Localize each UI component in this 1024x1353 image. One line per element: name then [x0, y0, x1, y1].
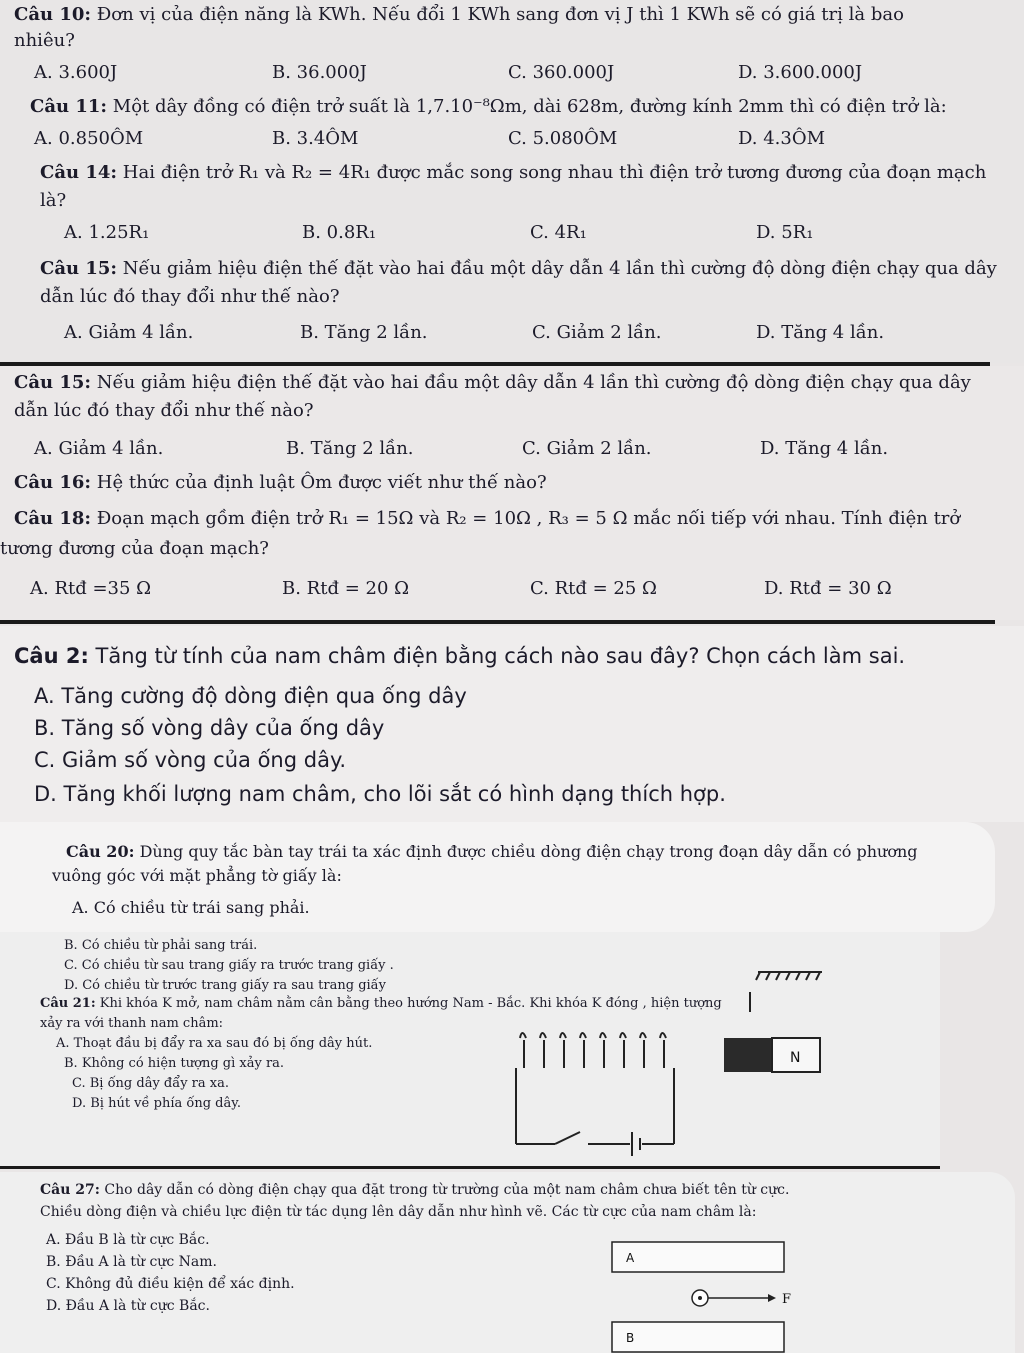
q20-option-a: A. Có chiều từ trái sang phải.	[72, 898, 310, 917]
q27-text-2: Chiều dòng điện và chiều lực điện từ tác dụng lên dây dẫn như hình vẽ. Các từ cực của nam châm là:	[40, 1204, 757, 1220]
q27-option-d: D. Đầu A là từ cực Bắc.	[46, 1298, 210, 1314]
q15b-option-d: D. Tăng 4 lần.	[760, 438, 889, 459]
pole-a-label: A	[626, 1251, 635, 1265]
q15a-text-2: dẫn lúc đó thay đổi như thế nào?	[40, 286, 340, 307]
q14-text-2: là?	[40, 190, 67, 211]
q18-text-2: tương đương của đoạn mạch?	[0, 538, 269, 559]
q10-option-b: B. 36.000J	[272, 62, 367, 83]
q2-option-d: D. Tăng khối lượng nam châm, cho lõi sắt có hình dạng thích hợp.	[34, 782, 726, 806]
q15a-option-c: C. Giảm 2 lần.	[532, 322, 662, 343]
divider	[0, 620, 995, 624]
q11-option-b: B. 3.4ÔM	[272, 128, 359, 149]
magnet-n-label: N	[790, 1050, 801, 1066]
q21-option-b: B. Không có hiện tượng gì xảy ra.	[64, 1056, 285, 1071]
pole-a-box	[612, 1242, 784, 1272]
q27-text: Câu 27: Cho dây dẫn có dòng điện chạy qua đặt trong từ trường của một nam châm chưa biết tên từ cực.	[40, 1182, 790, 1198]
q2-option-a: A. Tăng cường độ dòng điện qua ống dây	[34, 684, 467, 708]
q18-option-a: A. Rtđ =35 Ω	[30, 578, 152, 599]
q15b-text: Câu 15: Nếu giảm hiệu điện thế đặt vào hai đầu một dây dẫn 4 lần thì cường độ dòng điện chạy qua dây	[14, 372, 971, 393]
q18-option-d: D. Rtđ = 30 Ω	[764, 578, 892, 599]
q14-text: Câu 14: Hai điện trở R₁ và R₂ = 4R₁ được mắc song song nhau thì điện trở tương đương của đoạn mạch	[40, 162, 987, 183]
q10-option-a: A. 3.600J	[34, 62, 118, 83]
magnet-south-half	[724, 1038, 772, 1072]
q15b-option-b: B. Tăng 2 lần.	[286, 438, 414, 459]
divider	[0, 1166, 940, 1169]
q20-text: Câu 20: Dùng quy tắc bàn tay trái ta xác định được chiều dòng điện chạy trong đoạn dây dẫn có phương	[66, 842, 918, 861]
question-strip-4	[0, 822, 995, 932]
q15a-option-d: D. Tăng 4 lần.	[756, 322, 885, 343]
question-strip-2	[0, 366, 1024, 620]
pole-b-label: B	[626, 1331, 635, 1345]
q15b-option-c: C. Giảm 2 lần.	[522, 438, 652, 459]
current-dot-center	[698, 1296, 702, 1300]
q21-option-c: C. Bị ống dây đẩy ra xa.	[72, 1076, 229, 1091]
q18-text: Câu 18: Đoạn mạch gồm điện trở R₁ = 15Ω và R₂ = 10Ω , R₃ = 5 Ω mắc nối tiếp với nhau. Tính điện trở	[14, 508, 961, 529]
q20-option-d: D. Có chiều từ trước trang giấy ra sau trang giấy	[64, 978, 386, 993]
q11-option-c: C. 5.080ÔM	[508, 128, 618, 149]
q20-option-b: B. Có chiều từ phải sang trái.	[64, 938, 258, 953]
q10-option-c: C. 360.000J	[508, 62, 615, 83]
q27-option-c: C. Không đủ điều kiện để xác định.	[46, 1276, 295, 1292]
q27-option-a: A. Đầu B là từ cực Bắc.	[46, 1232, 210, 1248]
q15a-text: Câu 15: Nếu giảm hiệu điện thế đặt vào hai đầu một dây dẫn 4 lần thì cường độ dòng điện chạy qua dây	[40, 258, 997, 279]
q14-option-d: D. 5R₁	[756, 222, 814, 243]
q14-option-b: B. 0.8R₁	[302, 222, 377, 243]
q14-option-a: A. 1.25R₁	[64, 222, 150, 243]
q10-option-d: D. 3.600.000J	[738, 62, 863, 83]
q20-option-c: C. Có chiều từ sau trang giấy ra trước trang giấy .	[64, 958, 394, 973]
question-strip-6	[0, 1172, 1015, 1353]
question-strip-5	[0, 932, 940, 1168]
q15b-option-a: A. Giảm 4 lần.	[34, 438, 164, 459]
q20-text-2: vuông góc với mặt phẳng tờ giấy là:	[52, 866, 342, 885]
q27-option-b: B. Đầu A là từ cực Nam.	[46, 1254, 217, 1270]
q11-option-a: A. 0.850ÔM	[34, 128, 144, 149]
force-label: F	[782, 1292, 792, 1307]
force-arrow-head	[768, 1294, 776, 1302]
q11-option-d: D. 4.3ÔM	[738, 128, 826, 149]
q21-option-d: D. Bị hút về phía ống dây.	[72, 1096, 241, 1111]
question-strip-1	[0, 0, 1024, 363]
q2-option-c: C. Giảm số vòng của ống dây.	[34, 748, 347, 772]
q21-text-2: xảy ra với thanh nam châm:	[40, 1016, 224, 1031]
q18-option-b: B. Rtđ = 20 Ω	[282, 578, 410, 599]
pole-b-box	[612, 1322, 784, 1352]
q2-option-b: B. Tăng số vòng dây của ống dây	[34, 716, 385, 740]
q15a-option-b: B. Tăng 2 lần.	[300, 322, 428, 343]
question-strip-3	[0, 626, 1024, 822]
q16-text: Câu 16: Hệ thức của định luật Ôm được viết như thế nào?	[14, 472, 547, 493]
q10-text-2: nhiêu?	[14, 30, 75, 51]
q14-option-c: C. 4R₁	[530, 222, 587, 243]
q15b-text-2: dẫn lúc đó thay đổi như thế nào?	[14, 400, 314, 421]
q10-text: Câu 10: Đơn vị của điện năng là KWh. Nếu đổi 1 KWh sang đơn vị J thì 1 KWh sẽ có giá trị là bao	[14, 4, 904, 25]
q2-text: Câu 2: Tăng từ tính của nam châm điện bằng cách nào sau đây? Chọn cách làm sai.	[14, 644, 906, 668]
q18-option-c: C. Rtđ = 25 Ω	[530, 578, 657, 599]
solenoid-circuit-diagram	[460, 952, 840, 1162]
q21-text: Câu 21: Khi khóa K mở, nam châm nằm cân bằng theo hướng Nam - Bắc. Khi khóa K đóng , hiện tượng	[40, 996, 722, 1011]
magnet-force-diagram	[600, 1238, 800, 1353]
q15a-option-a: A. Giảm 4 lần.	[64, 322, 194, 343]
q21-option-a: A. Thoạt đầu bị đẩy ra xa sau đó bị ống dây hút.	[56, 1036, 373, 1051]
q11-text: Câu 11: Một dây đồng có điện trở suất là 1,7.10⁻⁸Ωm, dài 628m, đường kính 2mm thì có điện trở là:	[30, 96, 947, 117]
